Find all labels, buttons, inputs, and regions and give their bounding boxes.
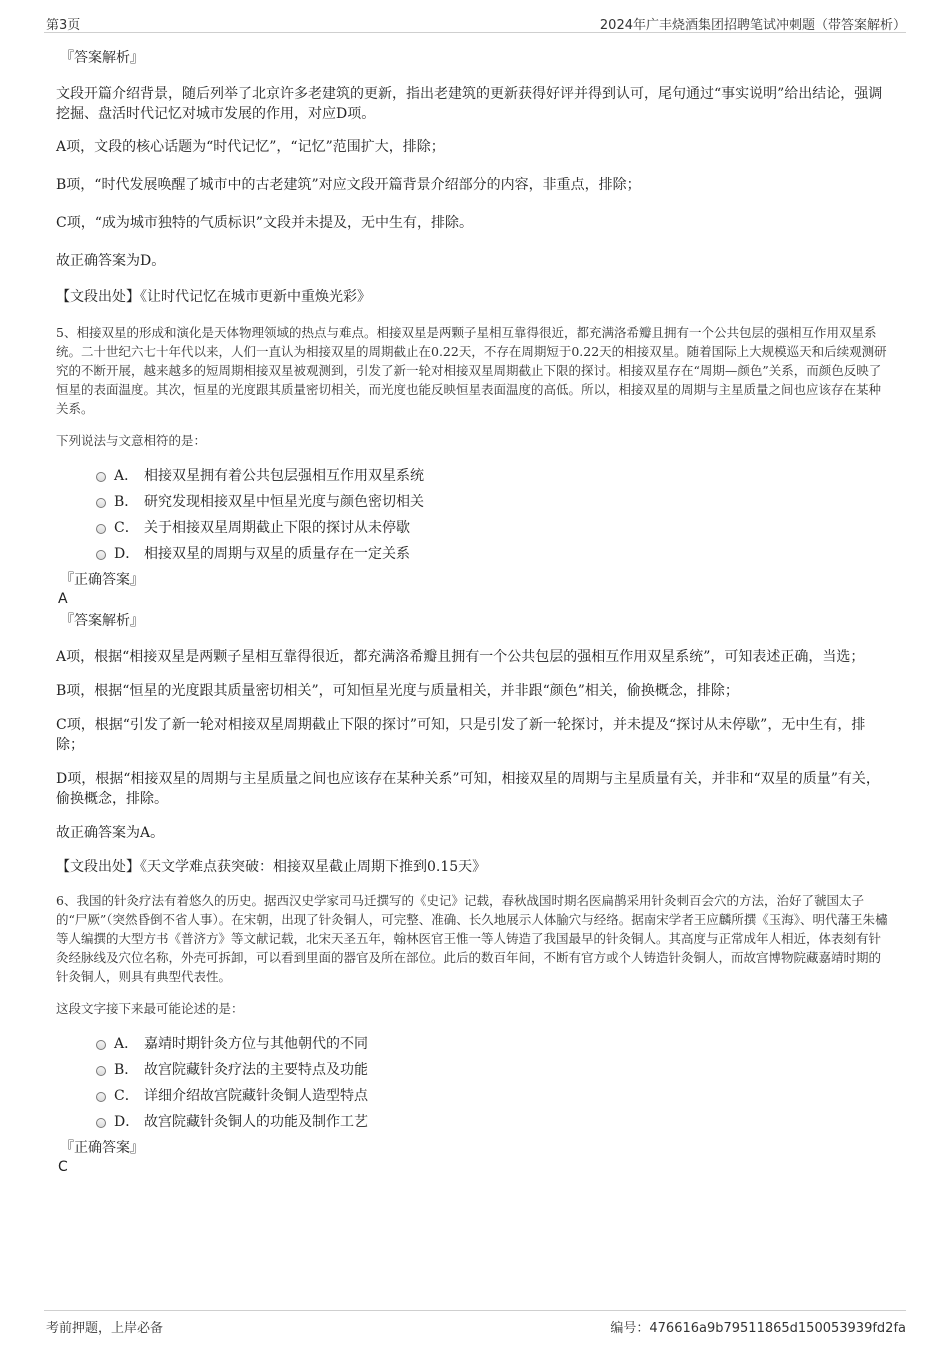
analysis-paragraph: C项，“成为城市独特的气质标识”文段并未提及，无中生有，排除。 — [56, 215, 474, 231]
option-a[interactable] — [96, 1030, 891, 1056]
correct-answer: C — [58, 1159, 68, 1175]
analysis-paragraph: B项，“时代发展唤醒了城市中的古老建筑”对应文段开篇背景介绍部分的内容，非重点，排除； — [56, 177, 641, 193]
correct-answer-statement: 故正确答案为A。 — [56, 825, 165, 841]
analysis-paragraph: A项，根据“相接双星是两颗子星相互靠得很近，都充满洛希瓣且拥有一个公共包层的强相互作用双星系统”，可知表述正确，当选； — [56, 649, 865, 665]
page-header — [44, 12, 906, 33]
question-5-prompt: 下列说法与文意相符的是： — [56, 433, 207, 448]
page-content — [56, 44, 891, 1176]
option-text: 故宫院藏针灸疗法的主要特点及功能 — [144, 1062, 368, 1078]
radio-button[interactable] — [96, 1118, 106, 1128]
option-text: 嘉靖时期针灸方位与其他朝代的不同 — [144, 1036, 368, 1052]
analysis-paragraph: D项，根据“相接双星的周期与主星质量之间也应该存在某种关系”可知，相接双星的周期与主星质量有关，并非和“双星的质量”有关，偷换概念，排除。 — [56, 771, 880, 807]
analysis-label: 『答案解析』 — [60, 613, 144, 629]
option-letter: C． — [114, 520, 139, 536]
correct-answer: A — [58, 591, 68, 607]
option-letter: B． — [114, 494, 139, 510]
option-text: 故宫院藏针灸铜人的功能及制作工艺 — [144, 1114, 368, 1130]
option-letter: A． — [114, 468, 139, 484]
option-d[interactable] — [96, 540, 891, 566]
option-letter: D． — [114, 1114, 140, 1130]
option-b[interactable] — [96, 1056, 891, 1082]
correct-answer-statement: 故正确答案为D。 — [56, 253, 166, 269]
page-footer — [44, 1310, 906, 1339]
document-title: 2024年广丰烧酒集团招聘笔试冲刺题（带答案解析） — [599, 18, 906, 33]
radio-button[interactable] — [96, 1066, 106, 1076]
option-b[interactable] — [96, 488, 891, 514]
question-5-text: 5、相接双星的形成和演化是天体物理领域的热点与难点。相接双星是两颗子星相互靠得很近，都充满洛希瓣且拥有一个公共包层的强相互作用双星系统。二十世纪六七十年代以来，人们一直认为相接双星的周期截止在0.22天，不存在周期短于0.22天的相接双星。随着国际上大规模巡天和后续观测研究的不断开展，越来越多的短周期相接双星被观测到，引发了新一轮对相接双星周期截止下限的探讨。相接双星存在“周期—颜色”关系，而颜色反映了恒星的表面温度。其次，恒星的光度跟其质量密切相关，而光度也能反映恒星表面温度的高低。所以，相接双星的周期与主星质量之间也应该存在某种关系。 — [56, 325, 887, 416]
option-text: 相接双星的周期与双星的质量存在一定关系 — [144, 546, 410, 562]
source-citation: 【文段出处】《让时代记忆在城市更新中重焕光彩》 — [56, 289, 371, 305]
radio-button[interactable] — [96, 524, 106, 534]
option-letter: D． — [114, 546, 140, 562]
document-id: 编号：476616a9b79511865d150053939fd2fa — [610, 1321, 906, 1336]
analysis-paragraph: B项，根据“恒星的光度跟其质量密切相关”，可知恒星光度与质量相关，并非跟“颜色”相关，偷换概念，排除； — [56, 683, 739, 699]
option-text: 详细介绍故宫院藏针灸铜人造型特点 — [144, 1088, 368, 1104]
page-number: 第3页 — [46, 18, 81, 33]
source-citation: 【文段出处】《天文学难点获突破：相接双星截止周期下推到0.15天》 — [56, 859, 487, 875]
correct-answer-label: 『正确答案』 — [60, 1140, 144, 1156]
radio-button[interactable] — [96, 550, 106, 560]
radio-button[interactable] — [96, 1040, 106, 1050]
option-a[interactable] — [96, 462, 891, 488]
option-c[interactable] — [96, 514, 891, 540]
analysis-paragraph: 文段开篇介绍背景，随后列举了北京许多老建筑的更新，指出老建筑的更新获得好评并得到认可，尾句通过“事实说明”给出结论，强调挖掘、盘活时代记忆对城市发展的作用，对应D项。 — [56, 86, 883, 122]
option-d[interactable] — [96, 1108, 891, 1134]
radio-button[interactable] — [96, 498, 106, 508]
footer-slogan: 考前押题，上岸必备 — [46, 1321, 164, 1336]
correct-answer-label: 『正确答案』 — [60, 572, 144, 588]
option-text: 研究发现相接双星中恒星光度与颜色密切相关 — [144, 494, 424, 510]
analysis-label: 『答案解析』 — [60, 50, 144, 66]
option-letter: C． — [114, 1088, 139, 1104]
radio-button[interactable] — [96, 472, 106, 482]
option-c[interactable] — [96, 1082, 891, 1108]
analysis-paragraph: C项，根据“引发了新一轮对相接双星周期截止下限的探讨”可知，只是引发了新一轮探讨，并未提及“探讨从未停歇”，无中生有，排除； — [56, 717, 866, 753]
question-6-text: 6、我国的针灸疗法有着悠久的历史。据西汉史学家司马迁撰写的《史记》记载，春秋战国时期名医扁鹊采用针灸刺百会穴的方法，治好了虢国太子的“尸厥”（突然昏倒不省人事）。在宋朝，出现了针灸铜人，可完整、准确、长久地展示人体腧穴与经络。据南宋学者王应麟所撰《玉海》、明代藩王朱橚等人编撰的大型方书《普济方》等文献记载，北宋天圣五年，翰林医官王惟一等人铸造了我国最早的针灸铜人。其高度与正常成年人相近，体表刻有针灸经脉线及穴位名称，外壳可拆卸，可以看到里面的器官及所在部位。此后的数百年间，不断有官方或个人铸造针灸铜人，而故宫博物院藏嘉靖时期的针灸铜人，则具有典型代表性。 — [56, 893, 888, 984]
option-letter: A． — [114, 1036, 139, 1052]
option-text: 相接双星拥有着公共包层强相互作用双星系统 — [144, 468, 424, 484]
analysis-paragraph: A项，文段的核心话题为“时代记忆”，“记忆”范围扩大，排除； — [56, 139, 445, 155]
question-6-prompt: 这段文字接下来最可能论述的是： — [56, 1001, 244, 1016]
question-6-options — [96, 1030, 891, 1134]
option-letter: B． — [114, 1062, 139, 1078]
question-5-options — [96, 462, 891, 566]
radio-button[interactable] — [96, 1092, 106, 1102]
option-text: 关于相接双星周期截止下限的探讨从未停歇 — [144, 520, 410, 536]
